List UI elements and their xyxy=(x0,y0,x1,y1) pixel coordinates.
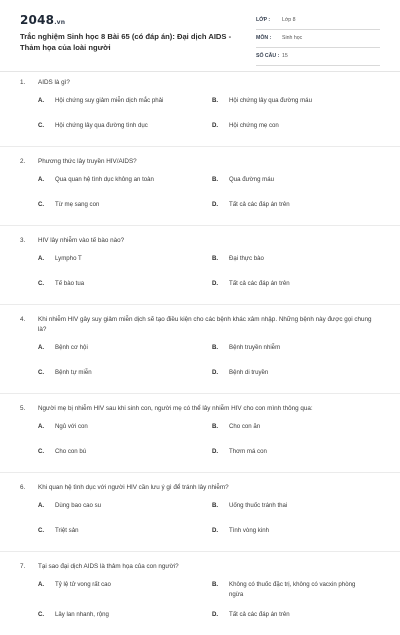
question-prompt: AIDS là gì? xyxy=(38,79,70,86)
option-text: Thơm má con xyxy=(229,448,267,455)
question-separator xyxy=(0,304,400,305)
answer-option[interactable] xyxy=(212,96,362,106)
option-text: Tất cả các đáp án trên xyxy=(229,201,290,208)
option-row xyxy=(0,422,400,447)
option-text: Tình vòng kinh xyxy=(229,527,269,534)
option-letter: D. xyxy=(212,201,219,208)
option-letter: A. xyxy=(38,502,45,509)
option-text: Cho con bú xyxy=(55,448,87,455)
question-separator xyxy=(0,472,400,473)
answer-option[interactable] xyxy=(212,254,362,264)
option-letter: B. xyxy=(212,581,219,588)
question-number: 1. xyxy=(20,79,26,86)
answer-option[interactable] xyxy=(212,422,362,432)
option-text: Ngủ với con xyxy=(55,423,88,430)
option-letter: A. xyxy=(38,581,45,588)
option-letter: B. xyxy=(212,255,219,262)
answer-option[interactable] xyxy=(38,422,188,432)
question-6 xyxy=(0,483,400,552)
option-row xyxy=(0,200,400,225)
meta-row-class xyxy=(256,14,380,30)
option-text: Bệnh di truyền xyxy=(229,369,269,376)
option-row xyxy=(0,501,400,526)
question-number: 4. xyxy=(20,316,26,323)
question-text xyxy=(0,315,400,335)
answer-options xyxy=(0,422,400,472)
option-text: Tất cả các đáp án trên xyxy=(229,280,290,287)
option-text: Từ mẹ sang con xyxy=(55,201,100,208)
option-row xyxy=(0,580,400,610)
option-letter: B. xyxy=(212,423,219,430)
option-text: Lympho T xyxy=(55,255,82,262)
option-letter: D. xyxy=(212,369,219,376)
answer-option[interactable] xyxy=(38,279,188,289)
option-letter: B. xyxy=(212,97,219,104)
question-number: 6. xyxy=(20,484,26,491)
option-text: Bệnh cơ hội xyxy=(55,344,88,351)
question-number: 3. xyxy=(20,237,26,244)
option-row xyxy=(0,610,400,635)
answer-options xyxy=(0,501,400,551)
option-text: Triệt sản xyxy=(55,527,79,534)
option-letter: B. xyxy=(212,176,219,183)
option-row xyxy=(0,368,400,393)
answer-option[interactable] xyxy=(212,447,362,457)
option-letter: D. xyxy=(212,448,219,455)
answer-option[interactable] xyxy=(38,580,188,590)
question-number: 5. xyxy=(20,405,26,412)
meta-label: LỚP : xyxy=(256,17,271,23)
answer-option[interactable] xyxy=(212,368,362,378)
option-letter: C. xyxy=(38,122,45,129)
answer-option[interactable] xyxy=(38,526,188,536)
answer-option[interactable] xyxy=(212,501,362,511)
question-number: 7. xyxy=(20,563,26,570)
option-row xyxy=(0,279,400,304)
question-text xyxy=(0,236,400,246)
meta-label: MÔN : xyxy=(256,35,272,41)
option-text: Cho con ăn xyxy=(229,423,261,430)
answer-option[interactable] xyxy=(212,610,362,620)
option-letter: C. xyxy=(38,280,45,287)
option-letter: A. xyxy=(38,176,45,183)
answer-option[interactable] xyxy=(38,368,188,378)
option-letter: C. xyxy=(38,611,45,618)
option-letter: B. xyxy=(212,502,219,509)
meta-row-count xyxy=(256,50,380,66)
answer-option[interactable] xyxy=(38,175,188,185)
question-2 xyxy=(0,157,400,226)
answer-option[interactable] xyxy=(212,279,362,289)
answer-option[interactable] xyxy=(38,96,188,106)
question-separator xyxy=(0,225,400,226)
option-letter: D. xyxy=(212,280,219,287)
answer-options xyxy=(0,254,400,304)
question-list xyxy=(0,78,400,635)
answer-option[interactable] xyxy=(38,610,188,620)
meta-row-subject xyxy=(256,32,380,48)
option-text: Hội chứng mẹ con xyxy=(229,122,279,129)
answer-option[interactable] xyxy=(212,121,362,131)
option-text: Qua quan hệ tình dục không an toàn xyxy=(55,176,154,183)
answer-option[interactable] xyxy=(38,254,188,264)
question-prompt: Khi quan hệ tình dục với người HIV cần lưu ý gì để tránh lây nhiễm? xyxy=(38,484,229,491)
option-letter: A. xyxy=(38,255,45,262)
page-title: Trắc nghiệm Sinh học 8 Bài 65 (có đáp án): Đại dịch AIDS - Thảm họa của loài người xyxy=(20,32,232,52)
question-5 xyxy=(0,404,400,473)
answer-options xyxy=(0,96,400,146)
question-3 xyxy=(0,236,400,305)
logo-main: 2048 xyxy=(20,13,55,27)
question-prompt: HIV lây nhiễm vào tế bào nào? xyxy=(38,237,125,244)
option-row xyxy=(0,254,400,279)
option-letter: C. xyxy=(38,369,45,376)
option-letter: C. xyxy=(38,448,45,455)
option-letter: A. xyxy=(38,344,45,351)
question-text xyxy=(0,483,400,493)
logo-tld: .vn xyxy=(54,19,66,26)
answer-option[interactable] xyxy=(38,200,188,210)
question-prompt: Người mẹ bị nhiễm HIV sau khi sinh con, người mẹ có thể lây nhiễm HIV cho con mình thông qua: xyxy=(38,405,313,412)
answer-option[interactable] xyxy=(212,580,362,600)
answer-options xyxy=(0,175,400,225)
answer-option[interactable] xyxy=(212,175,362,185)
option-row xyxy=(0,526,400,551)
answer-option[interactable] xyxy=(38,501,188,511)
option-letter: D. xyxy=(212,527,219,534)
quiz-meta xyxy=(256,14,380,68)
question-text xyxy=(0,157,400,167)
option-letter: B. xyxy=(212,344,219,351)
meta-value: 15 xyxy=(282,53,288,59)
option-text: Dùng bao cao su xyxy=(55,502,102,509)
option-letter: C. xyxy=(38,527,45,534)
answer-option[interactable] xyxy=(38,343,188,353)
meta-value: Lớp 8 xyxy=(282,17,296,23)
header-divider xyxy=(0,71,400,72)
option-text: Hội chứng lây qua đường máu xyxy=(229,97,312,104)
page-header xyxy=(0,0,400,70)
question-4 xyxy=(0,315,400,394)
question-separator xyxy=(0,146,400,147)
option-text: Hội chứng lây qua đường tình dục xyxy=(55,122,148,129)
option-text: Bệnh truyền nhiễm xyxy=(229,344,281,351)
option-letter: D. xyxy=(212,611,219,618)
question-text xyxy=(0,404,400,414)
answer-options xyxy=(0,343,400,393)
question-text xyxy=(0,562,400,572)
question-prompt: Khi nhiễm HIV gây suy giảm miễn dịch sẽ tạo điều kiện cho các bệnh khác xâm nhập. Những bệnh này được gọi chung là? xyxy=(38,316,372,333)
option-text: Đại thực bào xyxy=(229,255,264,262)
answer-option[interactable] xyxy=(212,526,362,536)
option-row xyxy=(0,96,400,121)
site-logo[interactable] xyxy=(20,13,65,27)
option-row xyxy=(0,175,400,200)
option-row xyxy=(0,343,400,368)
answer-option[interactable] xyxy=(212,343,362,353)
question-prompt: Tại sao đại dịch AIDS là thảm họa của con người? xyxy=(38,563,179,570)
option-letter: C. xyxy=(38,201,45,208)
question-separator xyxy=(0,551,400,552)
option-text: Tỷ lệ tử vong rất cao xyxy=(55,581,111,588)
option-text: Tế bào tua xyxy=(55,280,85,287)
option-letter: A. xyxy=(38,423,45,430)
meta-value: Sinh học xyxy=(282,35,303,41)
option-text: Hội chứng suy giảm miễn dịch mắc phải xyxy=(55,97,164,104)
meta-label: SỐ CÂU : xyxy=(256,53,280,59)
question-7 xyxy=(0,562,400,635)
question-1 xyxy=(0,78,400,147)
option-text: Không có thuốc đặc trị, không có vacxin phòng ngừa xyxy=(229,581,356,598)
answer-option[interactable] xyxy=(212,200,362,210)
option-row xyxy=(0,447,400,472)
question-prompt: Phương thức lây truyền HIV/AIDS? xyxy=(38,158,137,165)
answer-option[interactable] xyxy=(38,447,188,457)
option-text: Bệnh tự miễn xyxy=(55,369,92,376)
option-text: Uống thuốc tránh thai xyxy=(229,502,288,509)
option-letter: A. xyxy=(38,97,45,104)
option-text: Qua đường máu xyxy=(229,176,275,183)
question-separator xyxy=(0,393,400,394)
question-text xyxy=(0,78,400,88)
option-text: Lây lan nhanh, rộng xyxy=(55,611,109,618)
question-number: 2. xyxy=(20,158,26,165)
option-text: Tất cả các đáp án trên xyxy=(229,611,290,618)
answer-options xyxy=(0,580,400,635)
option-row xyxy=(0,121,400,146)
option-letter: D. xyxy=(212,122,219,129)
answer-option[interactable] xyxy=(38,121,188,131)
